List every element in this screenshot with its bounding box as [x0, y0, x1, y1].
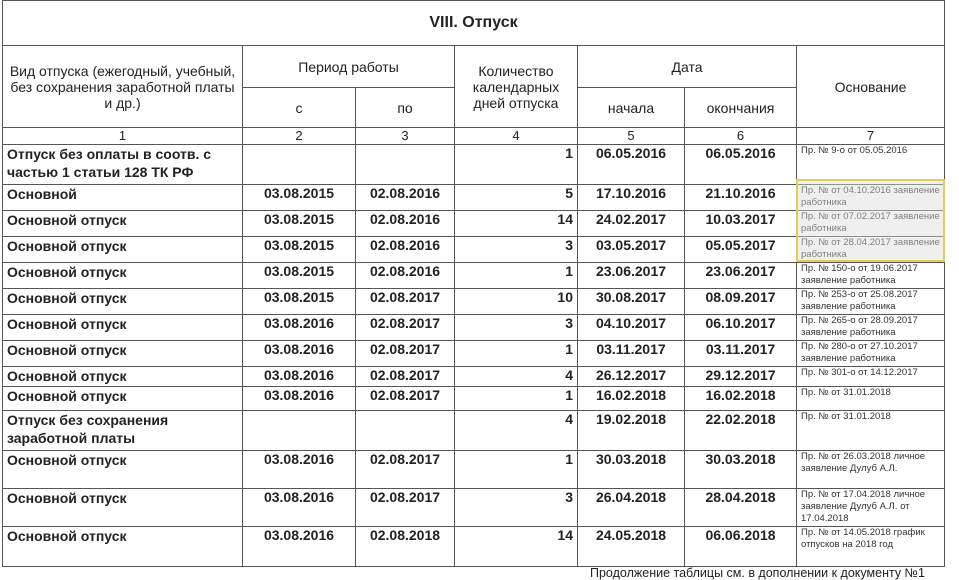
cell-period-to: 02.08.2017 [356, 489, 455, 527]
cell-date-end: 06.10.2017 [685, 315, 797, 341]
table-row [3, 489, 945, 527]
header-period-from: с [243, 88, 356, 128]
header-period-to: по [356, 88, 455, 128]
cell-date-start: 04.10.2017 [578, 315, 685, 341]
table-row [3, 367, 945, 387]
header-kind: Вид отпуска (ежегодный, учебный, без сохранения заработной платы и др.) [3, 46, 243, 128]
cell-date-start: 24.05.2018 [578, 527, 685, 567]
cell-period-to: 02.08.2018 [356, 527, 455, 567]
continuation-note: Продолжение таблицы см. в дополнении к документу №1 [590, 566, 925, 580]
header-date-start: начала [578, 88, 685, 128]
cell-date-start: 16.02.2018 [578, 387, 685, 411]
cell-basis: Пр. № от 31.01.2018 [797, 387, 945, 411]
cell-date-end: 05.05.2017 [685, 237, 797, 263]
cell-kind: Основной отпуск [3, 367, 243, 387]
cell-kind: Отпуск без оплаты в соотв. с частью 1 статьи 128 ТК РФ [3, 145, 243, 185]
cell-period-to: 02.08.2016 [356, 237, 455, 263]
cell-kind: Основной [3, 185, 243, 211]
cell-kind: Основной отпуск [3, 451, 243, 489]
cell-days: 1 [455, 387, 578, 411]
cell-days: 4 [455, 367, 578, 387]
cell-period-from: 03.08.2016 [243, 489, 356, 527]
column-number: 7 [797, 128, 945, 145]
cell-date-end: 10.03.2017 [685, 211, 797, 237]
section-title: VIII. Отпуск [3, 1, 945, 46]
cell-days: 14 [455, 211, 578, 237]
column-number: 5 [578, 128, 685, 145]
cell-basis: Пр. № от 17.04.2018 личное заявление Дулуб А.Л. от 17.04.2018 [797, 489, 945, 527]
cell-date-end: 23.06.2017 [685, 263, 797, 289]
cell-period-from [243, 145, 356, 185]
cell-days: 14 [455, 527, 578, 567]
cell-basis: Пр. № от 28.04.2017 заявление работника [797, 237, 945, 263]
cell-period-to: 02.08.2017 [356, 289, 455, 315]
vacation-table [2, 0, 945, 567]
cell-date-end: 22.02.2018 [685, 411, 797, 451]
cell-period-from: 03.08.2016 [243, 451, 356, 489]
cell-days: 1 [455, 341, 578, 367]
cell-basis: Пр. № 280-о от 27.10.2017 заявление работника [797, 341, 945, 367]
cell-date-start: 06.05.2016 [578, 145, 685, 185]
column-number: 3 [356, 128, 455, 145]
column-number: 4 [455, 128, 578, 145]
cell-basis: Пр. № 150-о от 19.06.2017 заявление работника [797, 263, 945, 289]
cell-basis: Пр. № 9-о от 05.05.2016 [797, 145, 945, 185]
cell-date-start: 30.03.2018 [578, 451, 685, 489]
cell-kind: Основной отпуск [3, 237, 243, 263]
cell-kind: Основной отпуск [3, 263, 243, 289]
cell-basis: Пр. № от 14.05.2018 график отпусков на 2018 год [797, 527, 945, 567]
cell-kind: Основной отпуск [3, 211, 243, 237]
cell-period-from: 03.08.2015 [243, 211, 356, 237]
cell-kind: Отпуск без сохранения заработной платы [3, 411, 243, 451]
header-period: Период работы [243, 46, 455, 88]
header-days: Количество календарных дней отпуска [455, 46, 578, 128]
table-row [3, 411, 945, 451]
cell-days: 4 [455, 411, 578, 451]
cell-date-end: 06.06.2018 [685, 527, 797, 567]
cell-period-from: 03.08.2016 [243, 341, 356, 367]
table-row [3, 185, 945, 211]
table-row [3, 145, 945, 185]
cell-period-from: 03.08.2016 [243, 367, 356, 387]
cell-period-from: 03.08.2016 [243, 315, 356, 341]
cell-period-from: 03.08.2015 [243, 289, 356, 315]
cell-date-start: 17.10.2016 [578, 185, 685, 211]
cell-basis: Пр. № от 07.02.2017 заявление работника [797, 211, 945, 237]
cell-kind: Основной отпуск [3, 315, 243, 341]
cell-period-to: 02.08.2016 [356, 211, 455, 237]
cell-date-end: 29.12.2017 [685, 367, 797, 387]
cell-date-start: 03.05.2017 [578, 237, 685, 263]
cell-period-from: 03.08.2016 [243, 527, 356, 567]
cell-date-end: 21.10.2016 [685, 185, 797, 211]
cell-date-end: 08.09.2017 [685, 289, 797, 315]
cell-days: 5 [455, 185, 578, 211]
table-row [3, 237, 945, 263]
header-basis: Основание [797, 46, 945, 128]
table-row [3, 263, 945, 289]
table-row [3, 387, 945, 411]
cell-days: 10 [455, 289, 578, 315]
cell-kind: Основной отпуск [3, 387, 243, 411]
cell-date-end: 06.05.2016 [685, 145, 797, 185]
cell-date-end: 16.02.2018 [685, 387, 797, 411]
table-row [3, 211, 945, 237]
cell-kind: Основной отпуск [3, 341, 243, 367]
cell-days: 3 [455, 237, 578, 263]
cell-basis: Пр. № 253-о от 25.08.2017 заявление работника [797, 289, 945, 315]
column-numbers-row [3, 128, 945, 145]
cell-period-from: 03.08.2016 [243, 387, 356, 411]
cell-period-from [243, 411, 356, 451]
column-number: 2 [243, 128, 356, 145]
cell-date-start: 03.11.2017 [578, 341, 685, 367]
cell-days: 1 [455, 145, 578, 185]
cell-period-to: 02.08.2016 [356, 185, 455, 211]
cell-kind: Основной отпуск [3, 289, 243, 315]
cell-period-to: 02.08.2016 [356, 263, 455, 289]
table-row [3, 289, 945, 315]
column-number: 6 [685, 128, 797, 145]
cell-basis: Пр. № от 26.03.2018 личное заявление Дулуб А.Л. [797, 451, 945, 489]
cell-basis: Пр. № от 04.10.2016 заявление работника [797, 185, 945, 211]
cell-date-start: 26.12.2017 [578, 367, 685, 387]
cell-days: 1 [455, 263, 578, 289]
cell-period-to [356, 411, 455, 451]
cell-days: 1 [455, 451, 578, 489]
cell-kind: Основной отпуск [3, 527, 243, 567]
cell-date-end: 28.04.2018 [685, 489, 797, 527]
cell-date-start: 19.02.2018 [578, 411, 685, 451]
table-row [3, 341, 945, 367]
cell-period-to: 02.08.2017 [356, 451, 455, 489]
cell-date-start: 24.02.2017 [578, 211, 685, 237]
table-row [3, 451, 945, 489]
cell-period-to: 02.08.2017 [356, 367, 455, 387]
cell-date-start: 23.06.2017 [578, 263, 685, 289]
cell-basis: Пр. № 301-о от 14.12.2017 [797, 367, 945, 387]
cell-days: 3 [455, 489, 578, 527]
cell-days: 3 [455, 315, 578, 341]
table-row [3, 315, 945, 341]
column-number: 1 [3, 128, 243, 145]
cell-basis: Пр. № 265-о от 28.09.2017 заявление работника [797, 315, 945, 341]
cell-date-end: 03.11.2017 [685, 341, 797, 367]
cell-period-to: 02.08.2017 [356, 341, 455, 367]
cell-period-from: 03.08.2015 [243, 185, 356, 211]
cell-period-from: 03.08.2015 [243, 263, 356, 289]
header-date: Дата [578, 46, 797, 88]
cell-period-to [356, 145, 455, 185]
table-row [3, 527, 945, 567]
cell-kind: Основной отпуск [3, 489, 243, 527]
cell-period-to: 02.08.2017 [356, 387, 455, 411]
cell-period-from: 03.08.2015 [243, 237, 356, 263]
vacation-rows [3, 145, 945, 567]
header-date-end: окончания [685, 88, 797, 128]
cell-date-start: 30.08.2017 [578, 289, 685, 315]
cell-period-to: 02.08.2017 [356, 315, 455, 341]
cell-date-start: 26.04.2018 [578, 489, 685, 527]
cell-basis: Пр. № от 31.01.2018 [797, 411, 945, 451]
cell-date-end: 30.03.2018 [685, 451, 797, 489]
